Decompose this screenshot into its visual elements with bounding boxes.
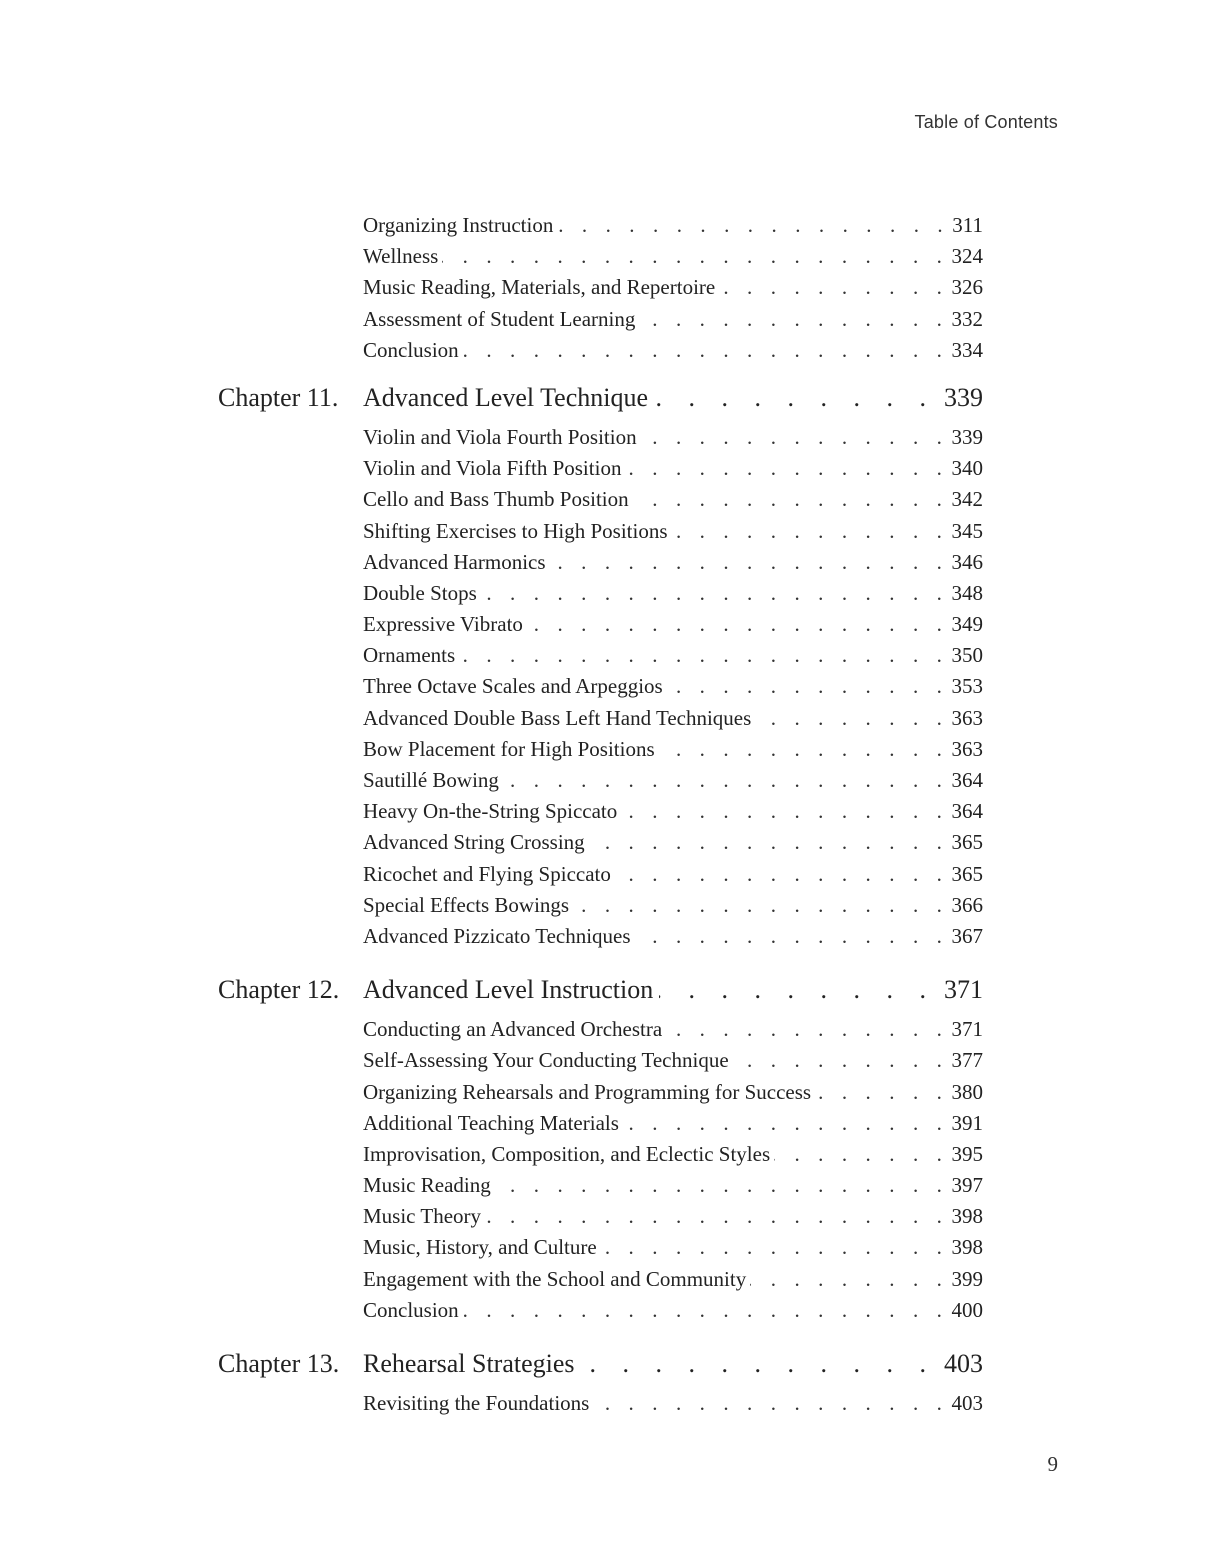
chapter-label: Chapter 13.	[218, 1349, 340, 1378]
dot-leader	[750, 1264, 948, 1295]
toc-entry-page: 398	[951, 1235, 983, 1260]
toc-entry-page: 363	[951, 736, 983, 761]
toc-entry[interactable]	[363, 796, 983, 827]
toc-entry-title: Ricochet and Flying Spiccato	[363, 861, 611, 886]
toc-entry[interactable]	[363, 1264, 983, 1295]
toc-entry-page: 367	[951, 923, 983, 948]
toc-entry-title: Special Effects Bowings	[363, 892, 570, 917]
dot-leader	[463, 1295, 949, 1326]
toc-entry-title: Shifting Exercises to High Positions	[363, 518, 668, 543]
toc-entry-title: Three Octave Scales and Arpeggios	[363, 674, 663, 699]
dot-leader	[459, 640, 948, 671]
toc-entry[interactable]	[363, 890, 983, 921]
toc-entry[interactable]	[363, 516, 983, 547]
toc-entry-title: Assessment of Student Learning	[363, 306, 636, 331]
toc-entry-page: 363	[951, 705, 983, 730]
toc-entry-title: Ornaments	[363, 643, 456, 668]
toc-entry[interactable]	[363, 734, 983, 765]
toc-entry-title: Additional Teaching Materials	[363, 1110, 619, 1135]
chapter-page: 403	[944, 1349, 983, 1378]
chapter-title: Advanced Level Instruction	[363, 975, 654, 1005]
toc-entry[interactable]	[363, 1232, 983, 1263]
dot-leader	[654, 374, 936, 422]
toc-entry-page: 334	[951, 337, 983, 362]
toc-entry-title: Music, History, and Culture	[363, 1235, 597, 1260]
toc-entry-page: 398	[951, 1204, 983, 1229]
toc-entry-title: Improvisation, Composition, and Eclectic Styles	[363, 1141, 771, 1166]
dot-leader	[641, 422, 949, 453]
toc-entry[interactable]	[363, 1388, 983, 1419]
dot-leader	[503, 765, 949, 796]
toc-entry-page: 397	[951, 1173, 983, 1198]
dot-leader	[667, 671, 949, 702]
toc-entry[interactable]	[363, 1077, 983, 1108]
toc-entry-page: 311	[952, 213, 983, 237]
chapter-page: 371	[944, 975, 983, 1005]
toc-entry-title: Violin and Viola Fourth Position	[363, 424, 637, 449]
toc-entry[interactable]	[363, 304, 983, 335]
toc-entry[interactable]	[363, 609, 983, 640]
dot-leader	[639, 304, 948, 335]
toc-entry-page: 324	[951, 244, 983, 269]
toc-entry-title: Revisiting the Foundations	[363, 1391, 590, 1415]
toc-entry-title: Wellness	[363, 244, 439, 269]
toc-entry-page: 400	[951, 1297, 983, 1322]
toc-entry-page: 348	[951, 580, 983, 605]
dot-leader	[527, 609, 949, 640]
chapter-page: 339	[944, 382, 983, 412]
dot-leader	[481, 578, 949, 609]
dot-leader	[633, 484, 949, 515]
toc-entry[interactable]	[363, 1201, 983, 1232]
chapter-label: Chapter 12.	[218, 975, 340, 1005]
toc-entry[interactable]	[363, 921, 983, 952]
toc-entry-page: 339	[951, 424, 983, 449]
toc-entry-page: 365	[951, 861, 983, 886]
dot-leader	[659, 734, 949, 765]
toc-entry[interactable]	[363, 1014, 983, 1045]
toc-entry-page: 345	[951, 518, 983, 543]
toc-entry-page: 380	[951, 1079, 983, 1104]
toc-entry[interactable]	[363, 210, 983, 241]
dot-leader	[635, 921, 949, 952]
dot-leader	[593, 1388, 948, 1419]
toc-entry-title: Engagement with the School and Community	[363, 1266, 747, 1291]
dot-leader	[615, 859, 949, 890]
dot-leader	[442, 241, 948, 272]
dot-leader	[672, 516, 949, 547]
page-number: 9	[1047, 1452, 1058, 1476]
toc-entry[interactable]	[363, 547, 983, 578]
chapter-line	[363, 374, 983, 422]
toc-entry[interactable]	[363, 859, 983, 890]
toc-entry[interactable]	[363, 827, 983, 858]
toc-entry-title: Advanced Pizzicato Techniques	[363, 923, 631, 948]
toc-entry[interactable]	[363, 422, 983, 453]
dot-leader	[550, 547, 949, 578]
dot-leader	[625, 453, 948, 484]
dot-leader	[581, 1340, 936, 1388]
dot-leader	[463, 335, 949, 366]
toc-entry-title: Advanced Double Bass Left Hand Techniques	[363, 705, 752, 730]
toc-entry-page: 391	[951, 1110, 983, 1135]
toc-entry[interactable]	[363, 335, 983, 366]
toc-entry[interactable]	[363, 453, 983, 484]
dot-leader	[557, 210, 949, 241]
toc-entry-title: Music Reading, Materials, and Repertoire	[363, 275, 716, 300]
toc-entry-title: Heavy On-the-String Spiccato	[363, 799, 618, 824]
chapter-spacer	[0, 1326, 1214, 1332]
toc-entry-title: Organizing Rehearsals and Programming for Success	[363, 1079, 812, 1104]
chapter-spacer	[0, 1419, 1214, 1425]
running-head: Table of Contents	[914, 112, 1058, 132]
toc-entry-title: Advanced String Crossing	[363, 830, 585, 855]
toc-entry[interactable]	[363, 484, 983, 515]
toc-entry[interactable]	[363, 671, 983, 702]
toc-entry[interactable]	[363, 1170, 983, 1201]
toc-entry-page: 346	[951, 549, 983, 574]
toc-entry-page: 342	[951, 487, 983, 512]
dot-leader	[774, 1139, 948, 1170]
toc-entry[interactable]	[363, 578, 983, 609]
toc-entry-page: 364	[951, 799, 983, 824]
chapter-spacer	[0, 952, 1214, 958]
dot-leader	[659, 966, 936, 1014]
toc-entry-title: Conclusion	[363, 1297, 459, 1322]
dot-leader	[815, 1077, 948, 1108]
dot-leader	[495, 1170, 949, 1201]
toc-entry-title: Music Reading	[363, 1173, 491, 1198]
dot-leader	[755, 703, 948, 734]
chapter-label: Chapter 11.	[218, 382, 339, 412]
table-of-contents	[0, 210, 1214, 1425]
toc-entry[interactable]	[363, 1045, 983, 1076]
toc-entry-title: Violin and Viola Fifth Position	[363, 456, 622, 481]
toc-entry-title: Self-Assessing Your Conducting Technique	[363, 1048, 729, 1073]
chapter-line	[363, 966, 983, 1014]
toc-entry[interactable]	[363, 1108, 983, 1139]
toc-entry-title: Organizing Instruction	[363, 213, 554, 237]
toc-entry[interactable]	[363, 640, 983, 671]
toc-entry-page: 366	[951, 892, 983, 917]
toc-entry-page: 332	[951, 306, 983, 331]
dot-leader	[733, 1045, 949, 1076]
chapter-heading[interactable]	[0, 966, 1214, 1014]
dot-leader	[666, 1014, 948, 1045]
dot-leader	[623, 1108, 949, 1139]
toc-entry-page: 395	[951, 1141, 983, 1166]
toc-entry[interactable]	[363, 1139, 983, 1170]
dot-leader	[485, 1201, 948, 1232]
toc-entry-title: Expressive Vibrato	[363, 612, 523, 637]
toc-entry-page: 364	[951, 768, 983, 792]
chapter-heading[interactable]	[0, 374, 1214, 422]
toc-entry-page: 340	[951, 456, 983, 481]
chapter-title: Rehearsal Strategies	[363, 1349, 575, 1378]
toc-entry-page: 349	[951, 612, 983, 637]
toc-entry[interactable]	[363, 1295, 983, 1326]
toc-entry-title: Sautillé Bowing	[363, 768, 499, 792]
dot-leader	[573, 890, 948, 921]
toc-entry-title: Music Theory	[363, 1204, 482, 1229]
toc-entry-page: 365	[951, 830, 983, 855]
toc-entry-title: Cello and Bass Thumb Position	[363, 487, 629, 512]
toc-entry-page: 377	[951, 1048, 983, 1073]
toc-entry[interactable]	[363, 703, 983, 734]
dot-leader	[719, 272, 948, 303]
toc-entry-page: 326	[951, 275, 983, 300]
toc-entry-page: 371	[951, 1017, 983, 1042]
toc-entry-title: Advanced Harmonics	[363, 549, 546, 574]
toc-entry[interactable]	[363, 241, 983, 272]
toc-entry-page: 350	[951, 643, 983, 668]
toc-entry-page: 353	[951, 674, 983, 699]
toc-entry-page: 403	[951, 1391, 983, 1415]
dot-leader	[621, 796, 948, 827]
toc-entry[interactable]	[363, 765, 983, 796]
dot-leader	[589, 827, 949, 858]
chapter-title: Advanced Level Technique	[363, 382, 649, 412]
chapter-heading[interactable]	[0, 1340, 1214, 1388]
toc-entry[interactable]	[363, 272, 983, 303]
toc-entry-title: Bow Placement for High Positions	[363, 736, 655, 761]
chapter-line	[363, 1340, 983, 1388]
toc-entry-page: 399	[951, 1266, 983, 1291]
toc-entry-title: Conducting an Advanced Orchestra	[363, 1017, 663, 1042]
toc-entry-title: Double Stops	[363, 580, 477, 605]
dot-leader	[601, 1232, 949, 1263]
toc-entry-title: Conclusion	[363, 337, 459, 362]
